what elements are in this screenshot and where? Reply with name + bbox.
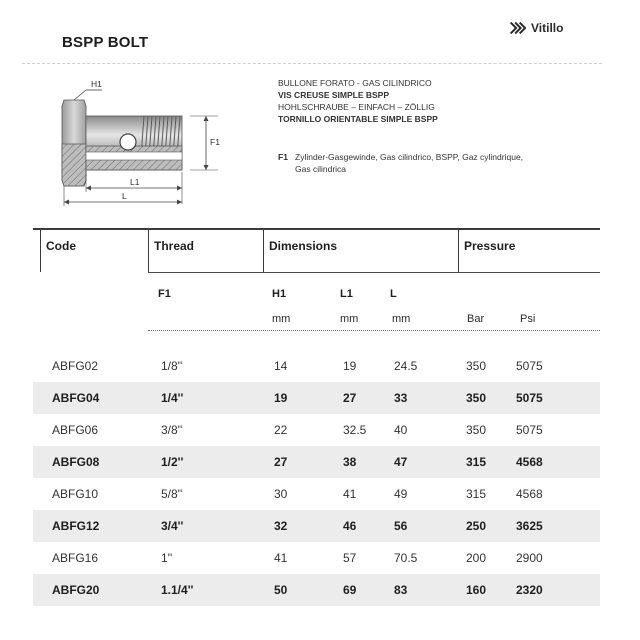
header-pressure: Pressure	[464, 239, 516, 253]
subheader-h1: H1	[272, 288, 287, 300]
table-row	[33, 414, 600, 446]
vitillo-logo-icon	[508, 19, 526, 37]
cell-l1: 41	[343, 487, 357, 501]
cell-l1: 38	[343, 455, 357, 469]
cell-l: 56	[394, 519, 408, 533]
unit-psi: Psi	[520, 313, 536, 325]
cell-l: 47	[394, 455, 408, 469]
cell-l: 83	[394, 583, 408, 597]
table-row	[33, 478, 600, 510]
cell-l: 49	[394, 487, 408, 501]
cell-code: ABFG10	[52, 487, 99, 501]
cell-psi: 4568	[516, 487, 543, 501]
header-code: Code	[46, 239, 76, 253]
cell-bar: 250	[466, 519, 487, 533]
cell-code: ABFG02	[52, 359, 99, 373]
cell-l: 24.5	[394, 359, 418, 373]
cell-psi: 3625	[516, 519, 543, 533]
name-french: VIS CREUSE SIMPLE BSPP	[278, 90, 389, 100]
cell-thread: 1/8''	[161, 359, 183, 373]
cell-psi: 5075	[516, 423, 543, 437]
cell-thread: 1.1/4''	[161, 583, 194, 597]
cell-psi: 5075	[516, 359, 543, 373]
cell-l: 70.5	[394, 551, 418, 565]
cell-h1: 22	[274, 423, 288, 437]
cell-h1: 27	[274, 455, 288, 469]
name-italian: BULLONE FORATO - GAS CILINDRICO	[278, 78, 432, 88]
h1-label: H1	[91, 79, 102, 89]
cell-thread: 3/4''	[161, 519, 184, 533]
cross-hole	[120, 134, 136, 150]
header-rule	[148, 272, 600, 273]
cell-psi: 2320	[516, 583, 543, 597]
l-label: L	[122, 191, 127, 201]
col-separator	[40, 230, 41, 272]
cell-code: ABFG16	[52, 551, 99, 565]
cell-h1: 50	[274, 583, 288, 597]
cell-bar: 350	[466, 391, 487, 405]
subheader-l: L	[390, 288, 397, 300]
cell-h1: 19	[274, 391, 288, 405]
unit-l: mm	[392, 313, 411, 325]
cell-code: ABFG06	[52, 423, 99, 437]
subheader-l1: L1	[340, 288, 353, 300]
name-spanish: TORNILLO ORIENTABLE SIMPLE BSPP	[278, 114, 438, 124]
cell-l: 40	[394, 423, 408, 437]
cell-code: ABFG20	[52, 583, 100, 597]
l1-label: L1	[130, 177, 140, 187]
cell-code: ABFG08	[52, 455, 100, 469]
table-row	[33, 350, 600, 382]
cell-bar: 200	[466, 551, 487, 565]
product-names	[278, 77, 438, 125]
cell-psi: 4568	[516, 455, 543, 469]
col-separator	[458, 230, 459, 272]
table-row	[33, 382, 600, 414]
cell-psi: 5075	[516, 391, 543, 405]
table-row	[33, 446, 600, 478]
cell-thread: 5/8''	[161, 487, 183, 501]
f1-label: F1	[210, 137, 220, 147]
cell-l1: 46	[343, 519, 357, 533]
units-rule	[148, 330, 600, 331]
cell-code: ABFG12	[52, 519, 100, 533]
f1-note-label: F1	[278, 152, 288, 162]
bolt-technical-drawing	[40, 72, 240, 212]
f1-note	[278, 151, 568, 175]
brand-logo	[508, 16, 563, 40]
unit-h1: mm	[272, 313, 291, 325]
unit-bar: Bar	[467, 313, 485, 325]
header-divider	[22, 63, 602, 64]
cell-l: 33	[394, 391, 408, 405]
name-german: HOHLSCHRAUBE – EINFACH – ZÖLLIG	[278, 102, 435, 112]
header-thread: Thread	[154, 239, 195, 253]
cell-l1: 69	[343, 583, 357, 597]
header-dimensions: Dimensions	[269, 239, 338, 253]
cell-bar: 160	[466, 583, 487, 597]
cell-h1: 32	[274, 519, 288, 533]
cell-thread: 3/8''	[161, 423, 183, 437]
table-row	[33, 510, 600, 542]
cell-l1: 32.5	[343, 423, 367, 437]
f1-note-line2: Gas cilindrica	[295, 164, 347, 174]
brand-name: Vitillo	[531, 21, 564, 35]
cell-thread: 1''	[161, 551, 173, 565]
page-title: BSPP BOLT	[62, 34, 149, 51]
cell-bar: 350	[466, 359, 487, 373]
subheader-f1: F1	[158, 288, 171, 300]
cell-thread: 1/4''	[161, 391, 184, 405]
col-separator	[263, 230, 264, 272]
col-separator	[148, 230, 149, 272]
f1-note-line1: Zylinder-Gasgewinde, Gas cilindrico, BSPP, Gaz cylindrique,	[295, 152, 524, 162]
cell-l1: 19	[343, 359, 357, 373]
cell-code: ABFG04	[52, 391, 100, 405]
cell-bar: 315	[466, 455, 487, 469]
cell-thread: 1/2''	[161, 455, 184, 469]
cell-h1: 30	[274, 487, 288, 501]
table-top-rule	[33, 228, 600, 230]
table-row	[33, 574, 600, 606]
cell-psi: 2900	[516, 551, 543, 565]
table-row	[33, 542, 600, 574]
cell-bar: 315	[466, 487, 487, 501]
cell-h1: 41	[274, 551, 288, 565]
cell-h1: 14	[274, 359, 288, 373]
unit-l1: mm	[340, 313, 359, 325]
cell-l1: 57	[343, 551, 357, 565]
cell-bar: 350	[466, 423, 487, 437]
cell-l1: 27	[343, 391, 357, 405]
